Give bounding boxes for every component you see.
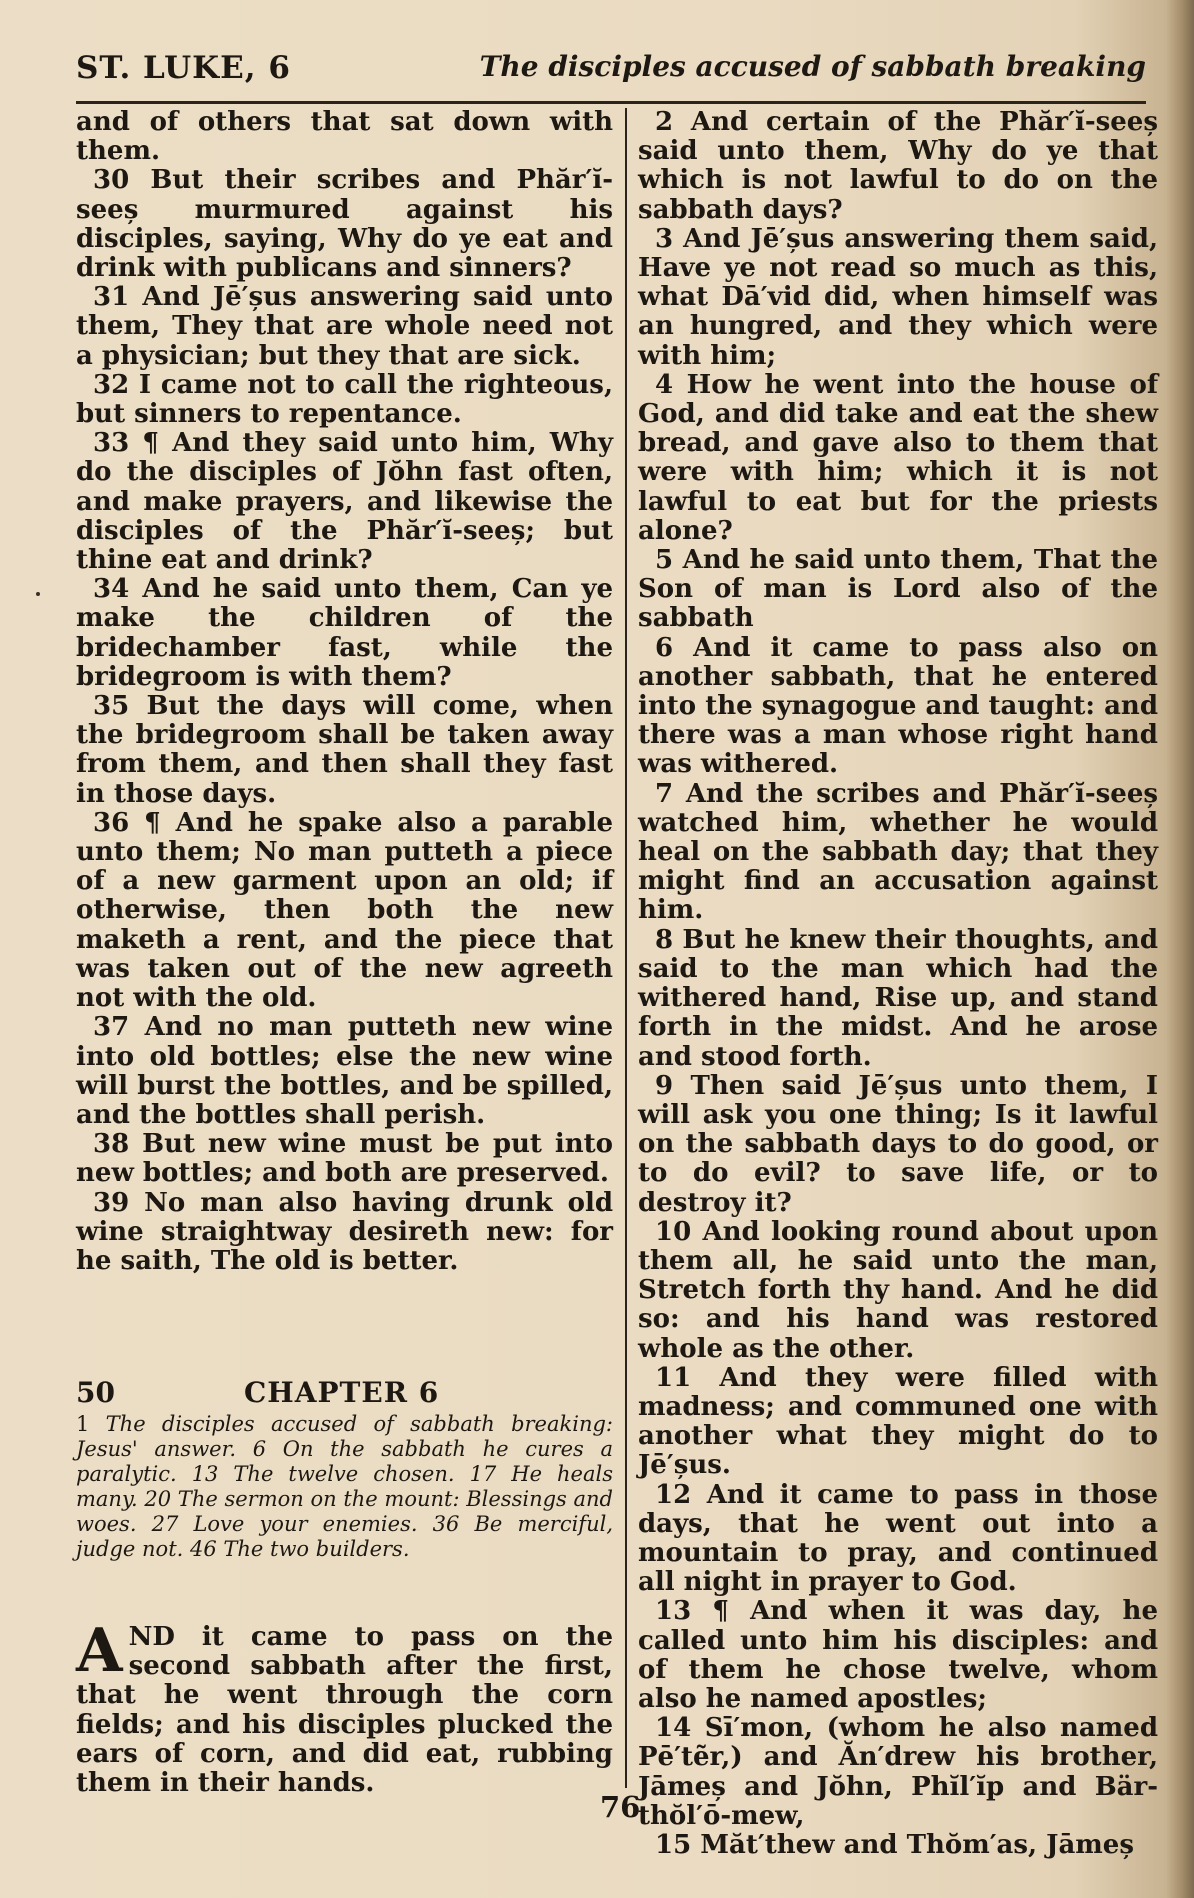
verse-paragraph: 6 And it came to pass also on another sabbath, that he entered into the synagogue and taught: and there was a man whose right hand was withered. — [638, 632, 1158, 780]
verse-paragraph: 37 And no man putteth new wine into old bottles; else the new wine will burst the bottles, and be spilled, and the bottles shall perish. — [76, 1012, 613, 1130]
verse-paragraph: 8 But he knew their thoughts, and said to the man which had the withered hand, Rise up, and stand forth in the midst. And he arose and stood forth. — [638, 924, 1158, 1072]
verse-paragraph: 39 No man also having drunk old wine straightway desireth new: for he saith, The old is better. — [76, 1187, 613, 1276]
left-column — [76, 108, 613, 1276]
verse-paragraph: 35 But the days will come, when the bridegroom shall be taken away from them, and then shall they fast in those days. — [76, 691, 613, 809]
verse-paragraph: 34 And he said unto them, Can ye make the children of the bridechamber fast, while the bridegroom is with them? — [76, 574, 613, 692]
page-number: 76 — [600, 1790, 641, 1824]
summary-verse-number: 1 — [76, 1412, 90, 1436]
page-edge-shadow — [1166, 0, 1194, 1898]
chapter-title: CHAPTER 6 — [244, 1376, 440, 1409]
verse-paragraph: 4 How he went into the house of God, and did take and eat the shew bread, and gave also to them that were with him; which it is not lawful to eat but for the priests alone? — [638, 369, 1158, 546]
verse-paragraph: 12 And it came to pass in those days, that he went out into a mountain to pray, and continued all night in prayer to God. — [638, 1479, 1158, 1598]
chapter-summary — [76, 1412, 613, 1562]
verse-paragraph: 14 Sī′mon, (whom he also named Pē′tẽr,) and Ăn′drew his brother, Jāmeș and Jŏhn, Phĭl′ĭp and Bär-thŏl′ō-mew, — [638, 1713, 1158, 1831]
chapter-heading — [76, 1376, 613, 1412]
verse-paragraph: 3 And Jē′șus answering them said, Have ye not read so much as this, what Dā′vid did, when himself was an hungred, and they which were with him; — [638, 223, 1158, 371]
book-chapter-heading: ST. LUKE, 6 — [76, 50, 291, 86]
running-header — [76, 50, 1146, 96]
drop-cap: A — [76, 1616, 123, 1686]
verse-paragraph: 9 Then said Jē′șus unto them, I will ask you one thing; Is it lawful on the sabbath days to do good, or to do evil? to save life, or to destroy it? — [638, 1070, 1158, 1218]
verse-paragraph: 10 And looking round about upon them all, he said unto the man, Stretch forth thy hand. And he did so: and his hand was restored whole as the other. — [638, 1216, 1158, 1364]
verse-paragraph: 7 And the scribes and Phăr′ĭ-seeș watched him, whether he would heal on the sabbath day; that they might find an accusation against him. — [638, 778, 1158, 926]
verse-paragraph: 15 Măt′thew and Thŏm′as, Jāmeș — [655, 1829, 1134, 1860]
verse-paragraph: 30 But their scribes and Phăr′ĭ-seeș murmured against his disciples, saying, Why do ye eat and drink with publicans and sinners? — [76, 165, 613, 284]
verse-paragraph: 5 And he said unto them, That the Son of man is Lord also of the sabbath — [638, 545, 1158, 634]
verse-paragraph: and of others that sat down with them. — [76, 107, 613, 167]
ink-speck — [36, 592, 40, 596]
running-title: The disciples accused of sabbath breaking — [479, 50, 1146, 83]
verse-paragraph: 33 ¶ And they said unto him, Why do the disciples of Jŏhn fast often, and make prayers, and likewise the disciples of the Phăr′ĭ-seeș; but thine eat and drink? — [76, 428, 613, 576]
column-divider — [625, 108, 627, 1788]
verse-paragraph: 11 And they were filled with madness; and communed one with another what they might do to Jē′șus. — [638, 1362, 1158, 1481]
verse-paragraph: 36 ¶ And he spake also a parable unto them; No man putteth a piece of a new garment upon an old; if otherwise, then both the new maketh a rent, and the piece that was taken out of the new agreeth not with the old. — [76, 807, 613, 1014]
right-column — [638, 108, 1158, 1860]
chapter-marginal-number: 50 — [76, 1376, 115, 1409]
header-rule — [76, 101, 1146, 104]
verse-paragraph: 13 ¶ And when it was day, he called unto him his disciples: and of them he chose twelve, whom also he named apostles; — [638, 1596, 1158, 1714]
first-verse-text: ND it came to pass on the second sabbath after the first, that he went through the corn fields; and his disciples plucked the ears of corn, and did eat, rubbing them in their hands. — [76, 1622, 613, 1799]
first-verse — [76, 1616, 613, 1799]
verse-paragraph: 32 I came not to call the righteous, but sinners to repentance. — [76, 369, 613, 430]
summary-text: The disciples accused of sabbath breaking: Jesus' answer. 6 On the sabbath he cures a paralytic. 13 The twelve chosen. 17 He heals many. 20 The sermon on the mount: Blessings and woes. 27 Love your enemies. 36 Be merciful, judge not. 46 The two builders. — [76, 1412, 613, 1561]
verse-paragraph: 38 But new wine must be put into new bottles; and both are preserved. — [76, 1129, 613, 1189]
verse-paragraph: 31 And Jē′șus answering said unto them, They that are whole need not a physician; but they that are sick. — [76, 282, 613, 371]
verse-paragraph: 2 And certain of the Phăr′ĭ-seeș said unto them, Why do ye that which is not lawful to do on the sabbath days? — [638, 107, 1158, 225]
